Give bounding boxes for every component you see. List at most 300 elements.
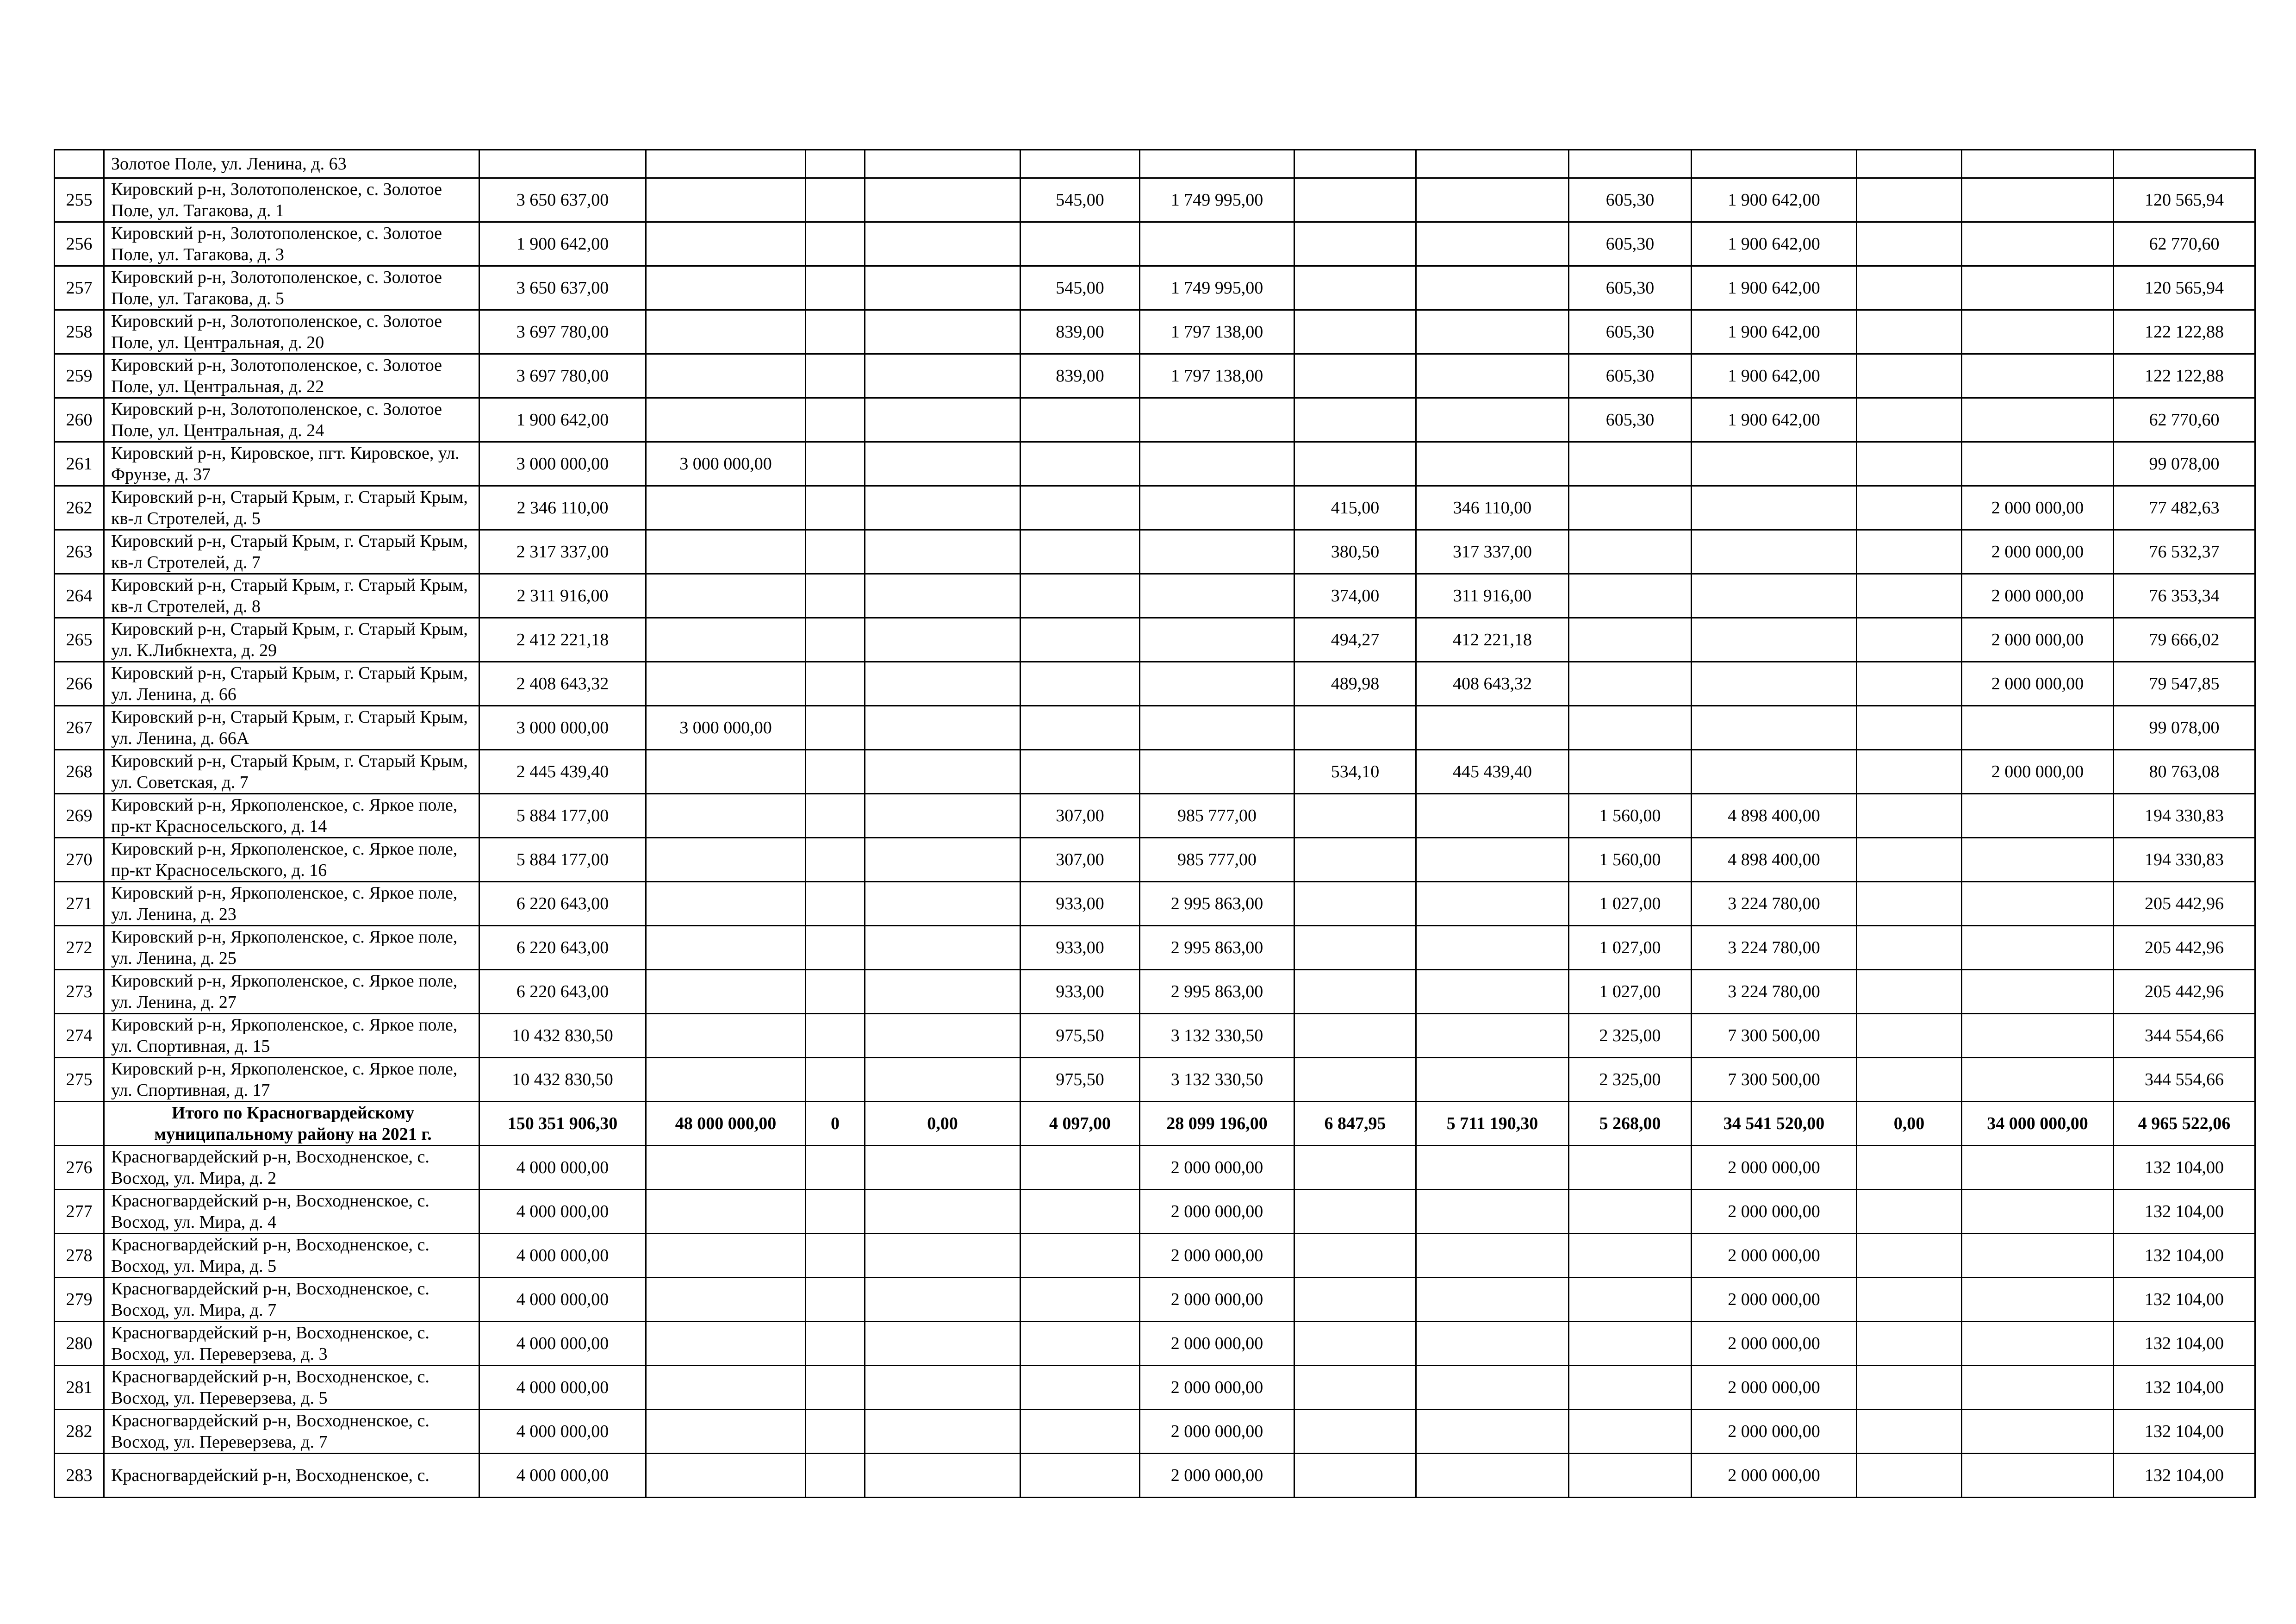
total-cost-cell: 2 317 337,00	[479, 530, 646, 574]
col-11-cell	[1857, 1190, 1962, 1234]
fund-share-cell: 99 078,00	[2114, 706, 2255, 750]
table-row	[55, 1322, 2255, 1366]
roof-area-cell	[1020, 442, 1140, 486]
table-row	[55, 266, 2255, 310]
col-sum-cell	[865, 442, 1020, 486]
col-11-cell	[1857, 750, 1962, 794]
budget-funds-cell	[646, 178, 806, 222]
facade-cost-cell: 346 110,00	[1416, 486, 1569, 530]
table-row	[55, 1234, 2255, 1278]
address-cell: Красногвардейский р-н, Восходненское, с. Восход, ул. Мира, д. 4	[104, 1190, 479, 1234]
address-cell: Кировский р-н, Яркополенское, с. Яркое поле, ул. Ленина, д. 23	[104, 882, 479, 926]
budget-funds-cell	[646, 574, 806, 618]
row-number-cell: 270	[55, 838, 104, 882]
facade-cost-cell	[1416, 882, 1569, 926]
budget-funds-cell	[646, 1454, 806, 1498]
col-sum-cell	[865, 398, 1020, 442]
engineering-cost-cell	[1962, 1410, 2114, 1454]
row-number-cell: 255	[55, 178, 104, 222]
facade-area-cell	[1294, 1278, 1416, 1322]
roof-area-cell	[1020, 222, 1140, 266]
col-sum-cell	[865, 662, 1020, 706]
col-sum-cell	[865, 1278, 1020, 1322]
roof-cost-cell: 2 000 000,00	[1140, 1190, 1294, 1234]
facade-area-cell	[1294, 1234, 1416, 1278]
col-count-cell	[806, 1410, 865, 1454]
table-row	[55, 1278, 2255, 1322]
roof-area-cell	[1020, 1278, 1140, 1322]
col-sum-cell	[865, 1322, 1020, 1366]
basement-cost-cell: 7 300 500,00	[1692, 1058, 1857, 1102]
budget-funds-cell	[646, 1014, 806, 1058]
funding-table	[54, 149, 2256, 1498]
basement-cost-cell	[1692, 618, 1857, 662]
engineering-cost-cell	[1962, 926, 2114, 970]
total-cost-cell: 1 900 642,00	[479, 398, 646, 442]
basement-cost-cell: 3 224 780,00	[1692, 926, 1857, 970]
roof-area-cell	[1020, 530, 1140, 574]
engineering-cost-cell: 2 000 000,00	[1962, 618, 2114, 662]
table-row	[55, 1146, 2255, 1190]
facade-area-cell: 6 847,95	[1294, 1102, 1416, 1146]
basement-cost-cell: 1 900 642,00	[1692, 266, 1857, 310]
basement-area-cell	[1569, 1190, 1692, 1234]
facade-area-cell	[1294, 794, 1416, 838]
roof-cost-cell: 2 000 000,00	[1140, 1366, 1294, 1410]
roof-cost-cell: 2 995 863,00	[1140, 926, 1294, 970]
table-row	[55, 794, 2255, 838]
col-11-cell	[1857, 706, 1962, 750]
facade-cost-cell	[1416, 1454, 1569, 1498]
engineering-cost-cell	[1962, 706, 2114, 750]
col-11-cell	[1857, 1058, 1962, 1102]
col-count-cell	[806, 1366, 865, 1410]
col-11-cell	[1857, 1410, 1962, 1454]
fund-share-cell: 120 565,94	[2114, 266, 2255, 310]
basement-cost-cell: 2 000 000,00	[1692, 1234, 1857, 1278]
basement-cost-cell: 1 900 642,00	[1692, 310, 1857, 354]
roof-area-cell	[1020, 1146, 1140, 1190]
roof-area-cell	[1020, 486, 1140, 530]
facade-cost-cell	[1416, 838, 1569, 882]
basement-area-cell: 605,30	[1569, 178, 1692, 222]
col-sum-cell	[865, 354, 1020, 398]
basement-area-cell	[1569, 574, 1692, 618]
row-number-cell: 259	[55, 354, 104, 398]
col-sum-cell	[865, 1190, 1020, 1234]
facade-cost-cell	[1416, 1234, 1569, 1278]
roof-cost-cell: 985 777,00	[1140, 838, 1294, 882]
address-cell: Кировский р-н, Старый Крым, г. Старый Крым, ул. К.Либкнехта, д. 29	[104, 618, 479, 662]
row-number-cell: 269	[55, 794, 104, 838]
facade-cost-cell: 311 916,00	[1416, 574, 1569, 618]
facade-cost-cell	[1416, 310, 1569, 354]
table-row	[55, 970, 2255, 1014]
roof-area-cell: 545,00	[1020, 178, 1140, 222]
budget-funds-cell	[646, 882, 806, 926]
col-sum-cell	[865, 486, 1020, 530]
roof-area-cell	[1020, 706, 1140, 750]
col-sum-cell	[865, 310, 1020, 354]
row-number-cell: 263	[55, 530, 104, 574]
budget-funds-cell	[646, 794, 806, 838]
basement-area-cell	[1569, 1146, 1692, 1190]
basement-area-cell	[1569, 442, 1692, 486]
col-sum-cell	[865, 178, 1020, 222]
budget-funds-cell	[646, 486, 806, 530]
facade-cost-cell	[1416, 1058, 1569, 1102]
budget-funds-cell	[646, 970, 806, 1014]
fund-share-cell	[2114, 150, 2255, 178]
fund-share-cell: 132 104,00	[2114, 1146, 2255, 1190]
roof-cost-cell	[1140, 442, 1294, 486]
facade-cost-cell	[1416, 794, 1569, 838]
budget-funds-cell: 3 000 000,00	[646, 442, 806, 486]
col-count-cell	[806, 1146, 865, 1190]
col-count-cell	[806, 530, 865, 574]
engineering-cost-cell	[1962, 1322, 2114, 1366]
engineering-cost-cell	[1962, 150, 2114, 178]
col-11-cell	[1857, 222, 1962, 266]
roof-area-cell: 4 097,00	[1020, 1102, 1140, 1146]
basement-area-cell: 605,30	[1569, 398, 1692, 442]
address-cell: Красногвардейский р-н, Восходненское, с. Восход, ул. Мира, д. 7	[104, 1278, 479, 1322]
roof-area-cell	[1020, 1234, 1140, 1278]
roof-area-cell	[1020, 1190, 1140, 1234]
basement-area-cell: 1 560,00	[1569, 838, 1692, 882]
fund-share-cell: 194 330,83	[2114, 838, 2255, 882]
row-number-cell: 276	[55, 1146, 104, 1190]
total-cost-cell: 2 346 110,00	[479, 486, 646, 530]
roof-area-cell: 545,00	[1020, 266, 1140, 310]
roof-cost-cell: 1 797 138,00	[1140, 310, 1294, 354]
col-11-cell	[1857, 882, 1962, 926]
engineering-cost-cell	[1962, 1014, 2114, 1058]
basement-cost-cell: 4 898 400,00	[1692, 794, 1857, 838]
table-row	[55, 354, 2255, 398]
row-number-cell: 260	[55, 398, 104, 442]
col-count-cell	[806, 178, 865, 222]
table-row	[55, 310, 2255, 354]
facade-area-cell	[1294, 222, 1416, 266]
total-cost-cell: 6 220 643,00	[479, 926, 646, 970]
budget-funds-cell	[646, 266, 806, 310]
basement-area-cell: 2 325,00	[1569, 1014, 1692, 1058]
basement-area-cell	[1569, 1366, 1692, 1410]
total-cost-cell: 4 000 000,00	[479, 1410, 646, 1454]
total-cost-cell: 4 000 000,00	[479, 1278, 646, 1322]
engineering-cost-cell: 2 000 000,00	[1962, 662, 2114, 706]
roof-cost-cell: 2 000 000,00	[1140, 1234, 1294, 1278]
roof-area-cell: 839,00	[1020, 354, 1140, 398]
fund-share-cell: 344 554,66	[2114, 1014, 2255, 1058]
table-row	[55, 442, 2255, 486]
fund-share-cell: 120 565,94	[2114, 178, 2255, 222]
roof-cost-cell: 28 099 196,00	[1140, 1102, 1294, 1146]
fund-share-cell: 132 104,00	[2114, 1322, 2255, 1366]
col-count-cell	[806, 662, 865, 706]
basement-area-cell	[1569, 1410, 1692, 1454]
basement-cost-cell	[1692, 150, 1857, 178]
basement-cost-cell: 2 000 000,00	[1692, 1410, 1857, 1454]
roof-cost-cell: 2 000 000,00	[1140, 1322, 1294, 1366]
basement-cost-cell: 2 000 000,00	[1692, 1366, 1857, 1410]
col-sum-cell	[865, 574, 1020, 618]
roof-area-cell	[1020, 1366, 1140, 1410]
roof-cost-cell	[1140, 150, 1294, 178]
col-sum-cell	[865, 750, 1020, 794]
col-count-cell	[806, 222, 865, 266]
facade-cost-cell	[1416, 150, 1569, 178]
basement-cost-cell	[1692, 662, 1857, 706]
facade-cost-cell	[1416, 1410, 1569, 1454]
table-row	[55, 618, 2255, 662]
col-sum-cell	[865, 1454, 1020, 1498]
engineering-cost-cell	[1962, 882, 2114, 926]
row-number-cell: 281	[55, 1366, 104, 1410]
facade-cost-cell: 445 439,40	[1416, 750, 1569, 794]
facade-cost-cell: 5 711 190,30	[1416, 1102, 1569, 1146]
budget-funds-cell	[646, 150, 806, 178]
total-label-cell: Итого по Красногвардейскому муниципальному району на 2021 г.	[104, 1102, 479, 1146]
table-row	[55, 178, 2255, 222]
col-count-cell	[806, 574, 865, 618]
fund-share-cell: 79 666,02	[2114, 618, 2255, 662]
facade-area-cell	[1294, 1058, 1416, 1102]
fund-share-cell: 344 554,66	[2114, 1058, 2255, 1102]
col-11-cell	[1857, 1366, 1962, 1410]
roof-area-cell	[1020, 618, 1140, 662]
facade-cost-cell	[1416, 926, 1569, 970]
basement-cost-cell: 2 000 000,00	[1692, 1454, 1857, 1498]
fund-share-cell: 194 330,83	[2114, 794, 2255, 838]
facade-area-cell	[1294, 1454, 1416, 1498]
col-sum-cell	[865, 926, 1020, 970]
total-cost-cell: 4 000 000,00	[479, 1190, 646, 1234]
engineering-cost-cell	[1962, 354, 2114, 398]
address-cell: Кировский р-н, Золотополенское, с. Золотое Поле, ул. Тагакова, д. 1	[104, 178, 479, 222]
basement-cost-cell: 2 000 000,00	[1692, 1190, 1857, 1234]
address-cell: Кировский р-н, Яркополенское, с. Яркое поле, ул. Ленина, д. 27	[104, 970, 479, 1014]
engineering-cost-cell	[1962, 970, 2114, 1014]
total-cost-cell: 150 351 906,30	[479, 1102, 646, 1146]
engineering-cost-cell	[1962, 794, 2114, 838]
row-number-cell: 257	[55, 266, 104, 310]
address-cell: Кировский р-н, Яркополенское, с. Яркое поле, ул. Спортивная, д. 17	[104, 1058, 479, 1102]
table-row	[55, 750, 2255, 794]
basement-area-cell: 1 027,00	[1569, 970, 1692, 1014]
budget-funds-cell	[646, 1322, 806, 1366]
col-11-cell	[1857, 1146, 1962, 1190]
basement-cost-cell	[1692, 486, 1857, 530]
total-cost-cell: 3 697 780,00	[479, 310, 646, 354]
fund-share-cell: 132 104,00	[2114, 1190, 2255, 1234]
row-number-cell: 258	[55, 310, 104, 354]
basement-area-cell	[1569, 486, 1692, 530]
total-cost-cell: 1 900 642,00	[479, 222, 646, 266]
total-cost-cell: 10 432 830,50	[479, 1014, 646, 1058]
table-body	[55, 150, 2255, 1498]
col-count-cell	[806, 266, 865, 310]
col-count-cell	[806, 1190, 865, 1234]
facade-area-cell	[1294, 882, 1416, 926]
col-count-cell	[806, 486, 865, 530]
budget-funds-cell	[646, 1190, 806, 1234]
facade-area-cell	[1294, 838, 1416, 882]
roof-area-cell	[1020, 398, 1140, 442]
facade-area-cell	[1294, 970, 1416, 1014]
engineering-cost-cell	[1962, 1234, 2114, 1278]
basement-cost-cell: 4 898 400,00	[1692, 838, 1857, 882]
facade-area-cell	[1294, 706, 1416, 750]
table-row	[55, 222, 2255, 266]
col-sum-cell	[865, 970, 1020, 1014]
fund-share-cell: 62 770,60	[2114, 222, 2255, 266]
fund-share-cell: 62 770,60	[2114, 398, 2255, 442]
engineering-cost-cell	[1962, 1058, 2114, 1102]
roof-cost-cell: 2 000 000,00	[1140, 1410, 1294, 1454]
col-11-cell	[1857, 266, 1962, 310]
basement-cost-cell: 2 000 000,00	[1692, 1278, 1857, 1322]
row-number-cell: 262	[55, 486, 104, 530]
table-row	[55, 706, 2255, 750]
facade-cost-cell	[1416, 1366, 1569, 1410]
engineering-cost-cell: 2 000 000,00	[1962, 486, 2114, 530]
row-number-cell: 271	[55, 882, 104, 926]
basement-cost-cell: 2 000 000,00	[1692, 1322, 1857, 1366]
roof-area-cell	[1020, 1454, 1140, 1498]
roof-cost-cell	[1140, 706, 1294, 750]
engineering-cost-cell	[1962, 1190, 2114, 1234]
engineering-cost-cell	[1962, 1366, 2114, 1410]
col-count-cell	[806, 618, 865, 662]
facade-area-cell	[1294, 150, 1416, 178]
roof-area-cell: 933,00	[1020, 882, 1140, 926]
col-count-cell: 0	[806, 1102, 865, 1146]
address-cell: Кировский р-н, Золотополенское, с. Золотое Поле, ул. Центральная, д. 24	[104, 398, 479, 442]
address-cell: Красногвардейский р-н, Восходненское, с. Восход, ул. Мира, д. 2	[104, 1146, 479, 1190]
engineering-cost-cell	[1962, 442, 2114, 486]
roof-area-cell	[1020, 662, 1140, 706]
table-row	[55, 1058, 2255, 1102]
basement-area-cell	[1569, 530, 1692, 574]
col-count-cell	[806, 150, 865, 178]
budget-funds-cell	[646, 662, 806, 706]
roof-cost-cell	[1140, 398, 1294, 442]
facade-area-cell	[1294, 1014, 1416, 1058]
col-11-cell	[1857, 178, 1962, 222]
col-count-cell	[806, 794, 865, 838]
engineering-cost-cell: 34 000 000,00	[1962, 1102, 2114, 1146]
engineering-cost-cell	[1962, 222, 2114, 266]
budget-funds-cell	[646, 1234, 806, 1278]
facade-area-cell	[1294, 398, 1416, 442]
basement-cost-cell: 34 541 520,00	[1692, 1102, 1857, 1146]
address-cell: Кировский р-н, Золотополенское, с. Золотое Поле, ул. Центральная, д. 22	[104, 354, 479, 398]
facade-area-cell	[1294, 354, 1416, 398]
roof-area-cell: 975,50	[1020, 1058, 1140, 1102]
col-count-cell	[806, 1014, 865, 1058]
basement-cost-cell	[1692, 442, 1857, 486]
col-sum-cell	[865, 838, 1020, 882]
roof-cost-cell	[1140, 574, 1294, 618]
total-cost-cell: 3 000 000,00	[479, 442, 646, 486]
roof-cost-cell: 2 000 000,00	[1140, 1146, 1294, 1190]
facade-area-cell: 374,00	[1294, 574, 1416, 618]
budget-funds-cell	[646, 398, 806, 442]
col-11-cell	[1857, 618, 1962, 662]
address-cell: Кировский р-н, Старый Крым, г. Старый Крым, кв-л Стротелей, д. 5	[104, 486, 479, 530]
address-cell: Кировский р-н, Яркополенское, с. Яркое поле, пр-кт Красносельского, д. 14	[104, 794, 479, 838]
roof-area-cell: 839,00	[1020, 310, 1140, 354]
total-cost-cell: 2 408 643,32	[479, 662, 646, 706]
col-11-cell	[1857, 530, 1962, 574]
roof-cost-cell: 3 132 330,50	[1140, 1014, 1294, 1058]
roof-area-cell	[1020, 574, 1140, 618]
roof-cost-cell	[1140, 750, 1294, 794]
facade-cost-cell	[1416, 1278, 1569, 1322]
budget-funds-cell	[646, 1146, 806, 1190]
total-cost-cell: 5 884 177,00	[479, 794, 646, 838]
total-cost-cell: 4 000 000,00	[479, 1454, 646, 1498]
address-cell: Кировский р-н, Яркополенское, с. Яркое поле, пр-кт Красносельского, д. 16	[104, 838, 479, 882]
budget-funds-cell	[646, 310, 806, 354]
address-cell: Кировский р-н, Золотополенское, с. Золотое Поле, ул. Тагакова, д. 5	[104, 266, 479, 310]
address-cell: Красногвардейский р-н, Восходненское, с. Восход, ул. Мира, д. 5	[104, 1234, 479, 1278]
row-number-cell: 274	[55, 1014, 104, 1058]
roof-area-cell	[1020, 750, 1140, 794]
col-sum-cell	[865, 530, 1020, 574]
basement-cost-cell	[1692, 574, 1857, 618]
facade-cost-cell	[1416, 1014, 1569, 1058]
roof-cost-cell: 3 132 330,50	[1140, 1058, 1294, 1102]
basement-cost-cell	[1692, 706, 1857, 750]
basement-cost-cell: 2 000 000,00	[1692, 1146, 1857, 1190]
total-cost-cell: 6 220 643,00	[479, 882, 646, 926]
total-cost-cell: 5 884 177,00	[479, 838, 646, 882]
table-row	[55, 1410, 2255, 1454]
engineering-cost-cell	[1962, 266, 2114, 310]
budget-funds-cell: 3 000 000,00	[646, 706, 806, 750]
facade-area-cell	[1294, 926, 1416, 970]
facade-cost-cell	[1416, 266, 1569, 310]
budget-funds-cell	[646, 1410, 806, 1454]
engineering-cost-cell	[1962, 838, 2114, 882]
budget-funds-cell	[646, 222, 806, 266]
col-count-cell	[806, 750, 865, 794]
budget-funds-cell	[646, 750, 806, 794]
col-count-cell	[806, 310, 865, 354]
col-11-cell	[1857, 1234, 1962, 1278]
basement-cost-cell: 3 224 780,00	[1692, 882, 1857, 926]
col-11-cell	[1857, 398, 1962, 442]
address-cell: Кировский р-н, Старый Крым, г. Старый Крым, кв-л Стротелей, д. 7	[104, 530, 479, 574]
col-sum-cell	[865, 794, 1020, 838]
total-cost-cell: 3 697 780,00	[479, 354, 646, 398]
basement-area-cell: 1 560,00	[1569, 794, 1692, 838]
total-cost-cell: 3 650 637,00	[479, 266, 646, 310]
col-11-cell	[1857, 926, 1962, 970]
budget-funds-cell	[646, 838, 806, 882]
roof-cost-cell: 2 995 863,00	[1140, 970, 1294, 1014]
col-count-cell	[806, 1058, 865, 1102]
col-count-cell	[806, 838, 865, 882]
address-cell: Красногвардейский р-н, Восходненское, с. Восход, ул. Переверзева, д. 7	[104, 1410, 479, 1454]
address-cell: Кировский р-н, Золотополенское, с. Золотое Поле, ул. Тагакова, д. 3	[104, 222, 479, 266]
facade-cost-cell: 412 221,18	[1416, 618, 1569, 662]
basement-area-cell	[1569, 1234, 1692, 1278]
engineering-cost-cell	[1962, 178, 2114, 222]
